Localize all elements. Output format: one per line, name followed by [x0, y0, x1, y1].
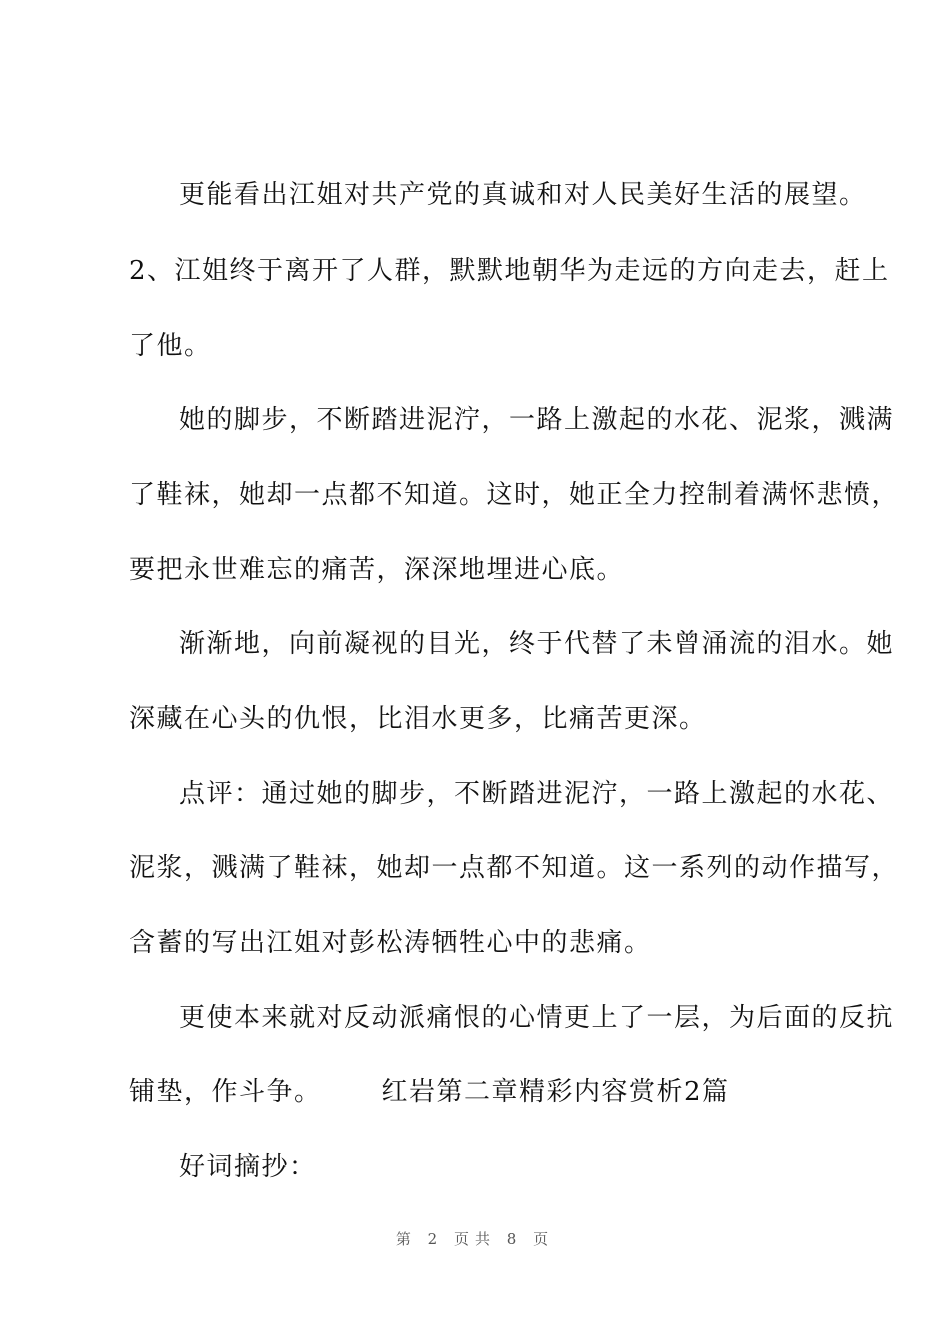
section-heading: 红岩第二章精彩内容赏析2篇: [381, 1077, 730, 1107]
paragraph-line: 深藏在心头的仇恨，比泪水更多，比痛苦更深。: [129, 704, 707, 734]
paragraph-line: 好词摘抄：: [179, 1152, 317, 1182]
paragraph-line: 了鞋袜，她却一点都不知道。这时，她正全力控制着满怀悲愤，: [129, 480, 900, 510]
paragraph-line: 2、江姐终于离开了人群，默默地朝华为走远的方向走去，赶上: [129, 256, 890, 286]
paragraph-line: 渐渐地，向前凝视的目光，终于代替了未曾涌流的泪水。她: [179, 629, 895, 659]
paragraph-line: 了他。: [129, 331, 212, 361]
paragraph-line: 要把永世难忘的痛苦，深深地埋进心底。: [129, 555, 625, 585]
paragraph-line: [129, 1077, 849, 1107]
paragraph-line: 泥浆，溅满了鞋袜，她却一点都不知道。这一系列的动作描写，: [129, 853, 900, 883]
paragraph-line: 更能看出江姐对共产党的真诚和对人民美好生活的展望。: [179, 180, 867, 210]
paragraph-line: 点评：通过她的脚步，不断踏进泥泞，一路上激起的水花、: [179, 779, 895, 809]
paragraph-line: 更使本来就对反动派痛恨的心情更上了一层，为后面的反抗: [179, 1003, 895, 1033]
page-footer: 第 2 页共 8 页: [395, 1230, 555, 1248]
paragraph-line: 她的脚步，不断踏进泥泞，一路上激起的水花、泥浆，溅满: [179, 405, 895, 435]
paragraph-line-text: 铺垫，作斗争。: [129, 1077, 322, 1107]
paragraph-line: 含蓄的写出江姐对彭松涛牺牲心中的悲痛。: [129, 928, 652, 958]
